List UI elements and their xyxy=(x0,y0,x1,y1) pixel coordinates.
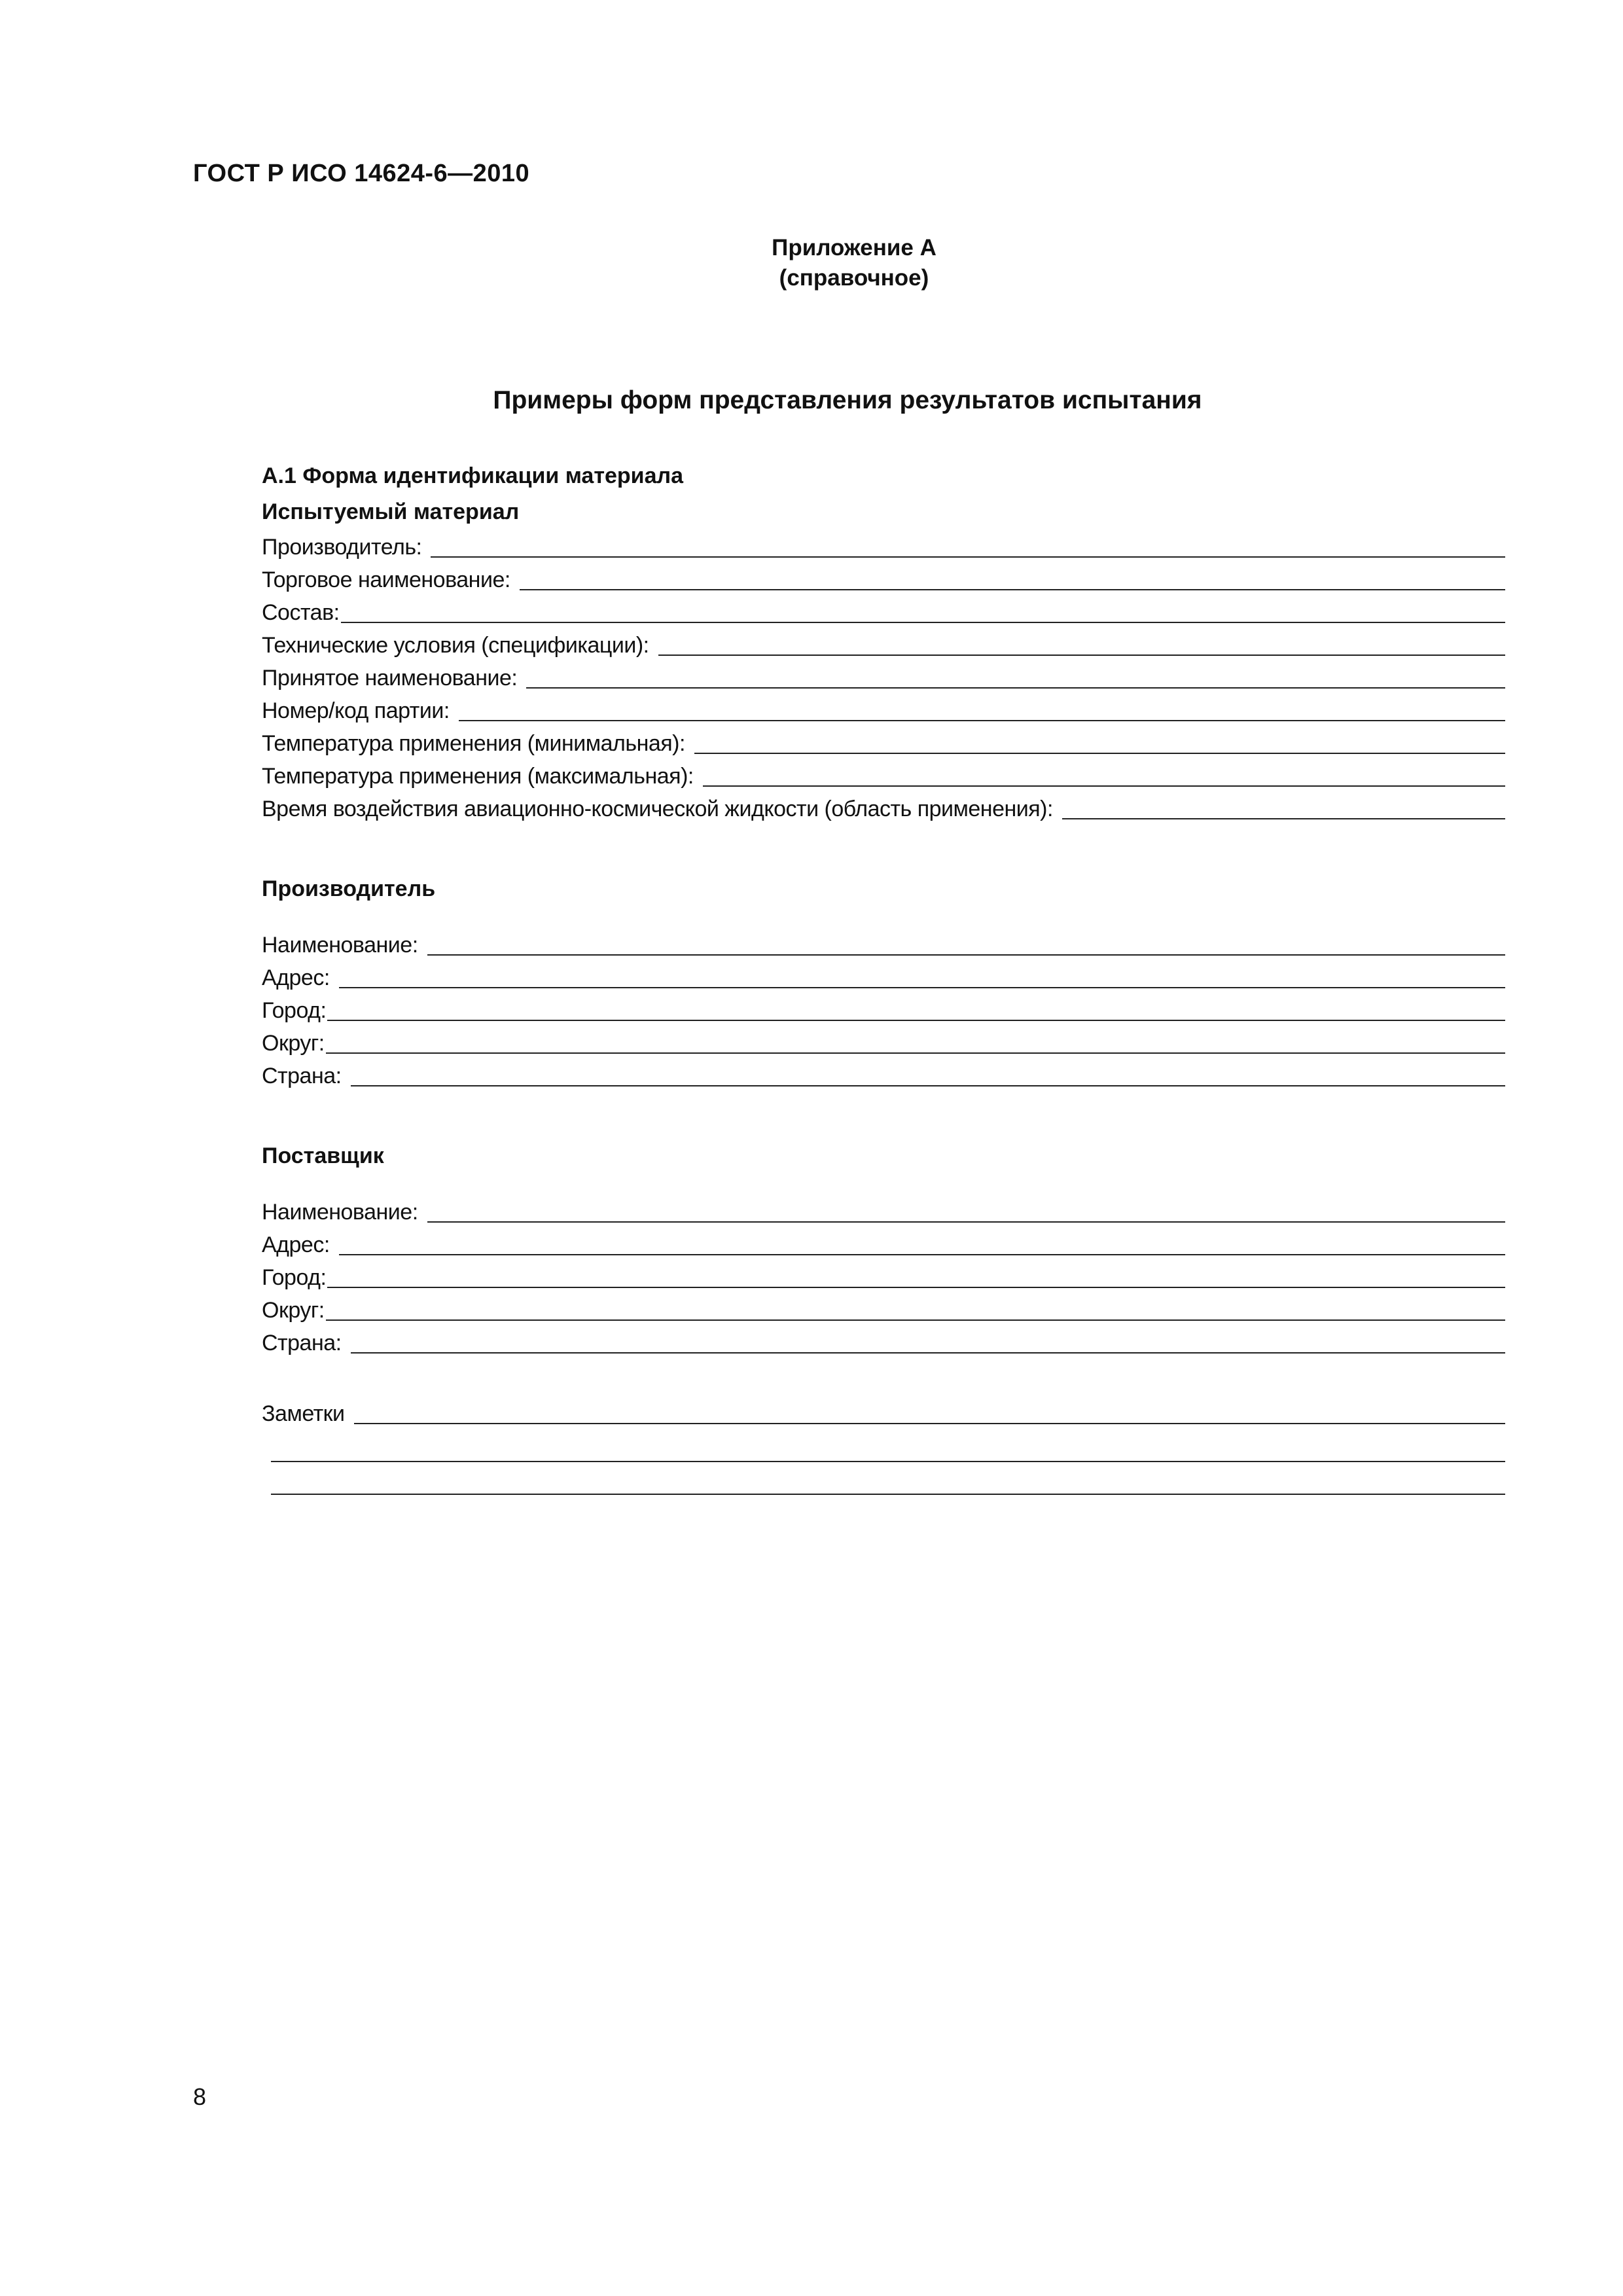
field-label: Адрес: xyxy=(262,965,330,990)
field-label: Принятое наименование: xyxy=(262,666,518,691)
field-label: Производитель: xyxy=(262,535,422,560)
field-supplier-city[interactable] xyxy=(262,1261,1505,1293)
material-heading: Испытуемый материал xyxy=(262,499,520,524)
field-trade-name[interactable] xyxy=(262,563,1505,596)
field-specifications[interactable] xyxy=(262,628,1505,661)
field-label: Заметки xyxy=(262,1401,345,1426)
field-temp-min[interactable] xyxy=(262,726,1505,759)
fill-line[interactable] xyxy=(526,687,1505,689)
field-supplier-district[interactable] xyxy=(262,1293,1505,1326)
field-label: Температура применения (минимальная): xyxy=(262,731,685,756)
field-manufacturer-name[interactable] xyxy=(262,928,1505,961)
fill-line[interactable] xyxy=(326,1052,1505,1054)
field-supplier-name[interactable] xyxy=(262,1195,1505,1228)
section-heading: А.1 Форма идентификации материала xyxy=(262,463,683,488)
field-temp-max[interactable] xyxy=(262,759,1505,792)
fill-line[interactable] xyxy=(339,986,1505,988)
document-id: ГОСТ Р ИСО 14624-6—2010 xyxy=(193,160,530,187)
fill-line[interactable] xyxy=(327,1286,1505,1288)
field-manufacturer-district[interactable] xyxy=(262,1026,1505,1059)
fill-line[interactable] xyxy=(326,1319,1505,1321)
appendix-subtitle: (справочное) xyxy=(779,265,929,291)
field-notes[interactable] xyxy=(262,1397,1505,1429)
fill-line[interactable] xyxy=(703,785,1505,787)
fill-line[interactable] xyxy=(351,1352,1505,1354)
field-supplier-country[interactable] xyxy=(262,1326,1505,1359)
field-composition[interactable] xyxy=(262,596,1505,628)
main-title: Примеры форм представления результатов испытания xyxy=(493,386,1202,414)
field-fluid-exposure[interactable] xyxy=(262,792,1505,825)
fill-line[interactable] xyxy=(341,621,1505,623)
field-manufacturer-address[interactable] xyxy=(262,961,1505,994)
fill-line[interactable] xyxy=(351,1085,1505,1086)
fill-line[interactable] xyxy=(694,752,1505,754)
page-number: 8 xyxy=(193,2083,207,2110)
field-label: Округ: xyxy=(262,1031,325,1056)
appendix-title: Приложение А xyxy=(772,235,936,260)
field-label: Город: xyxy=(262,1265,327,1290)
fill-line[interactable] xyxy=(459,719,1505,721)
field-manufacturer-city[interactable] xyxy=(262,994,1505,1026)
field-label: Номер/код партии: xyxy=(262,698,450,723)
field-label: Торговое наименование: xyxy=(262,567,510,592)
field-label: Время воздействия авиационно-космической жидкости (область применения): xyxy=(262,797,1053,821)
field-label: Технические условия (спецификации): xyxy=(262,633,649,658)
field-accepted-name[interactable] xyxy=(262,661,1505,694)
field-label: Округ: xyxy=(262,1298,325,1323)
field-label: Температура применения (максимальная): xyxy=(262,764,694,789)
appendix-heading xyxy=(746,233,962,293)
field-manufacturer[interactable] xyxy=(262,530,1505,563)
material-identification-form xyxy=(262,458,1505,1495)
fill-line[interactable] xyxy=(427,1221,1505,1223)
fill-line[interactable] xyxy=(327,1019,1505,1021)
notes-line[interactable] xyxy=(271,1462,1505,1495)
field-label: Город: xyxy=(262,998,327,1023)
fill-line[interactable] xyxy=(339,1253,1505,1255)
field-supplier-address[interactable] xyxy=(262,1228,1505,1261)
notes-line[interactable] xyxy=(271,1429,1505,1462)
field-label: Адрес: xyxy=(262,1232,330,1257)
fill-line[interactable] xyxy=(658,654,1505,656)
fill-line[interactable] xyxy=(431,556,1505,558)
field-label: Состав: xyxy=(262,600,340,625)
supplier-heading: Поставщик xyxy=(262,1143,384,1168)
fill-line[interactable] xyxy=(1062,817,1505,819)
field-label: Наименование: xyxy=(262,933,418,958)
field-label: Страна: xyxy=(262,1064,342,1088)
fill-line[interactable] xyxy=(427,954,1505,956)
field-manufacturer-country[interactable] xyxy=(262,1059,1505,1092)
field-label: Наименование: xyxy=(262,1200,418,1225)
field-batch-number[interactable] xyxy=(262,694,1505,726)
fill-line[interactable] xyxy=(520,588,1505,590)
fill-line[interactable] xyxy=(354,1422,1505,1424)
manufacturer-heading: Производитель xyxy=(262,876,436,901)
field-label: Страна: xyxy=(262,1331,342,1355)
